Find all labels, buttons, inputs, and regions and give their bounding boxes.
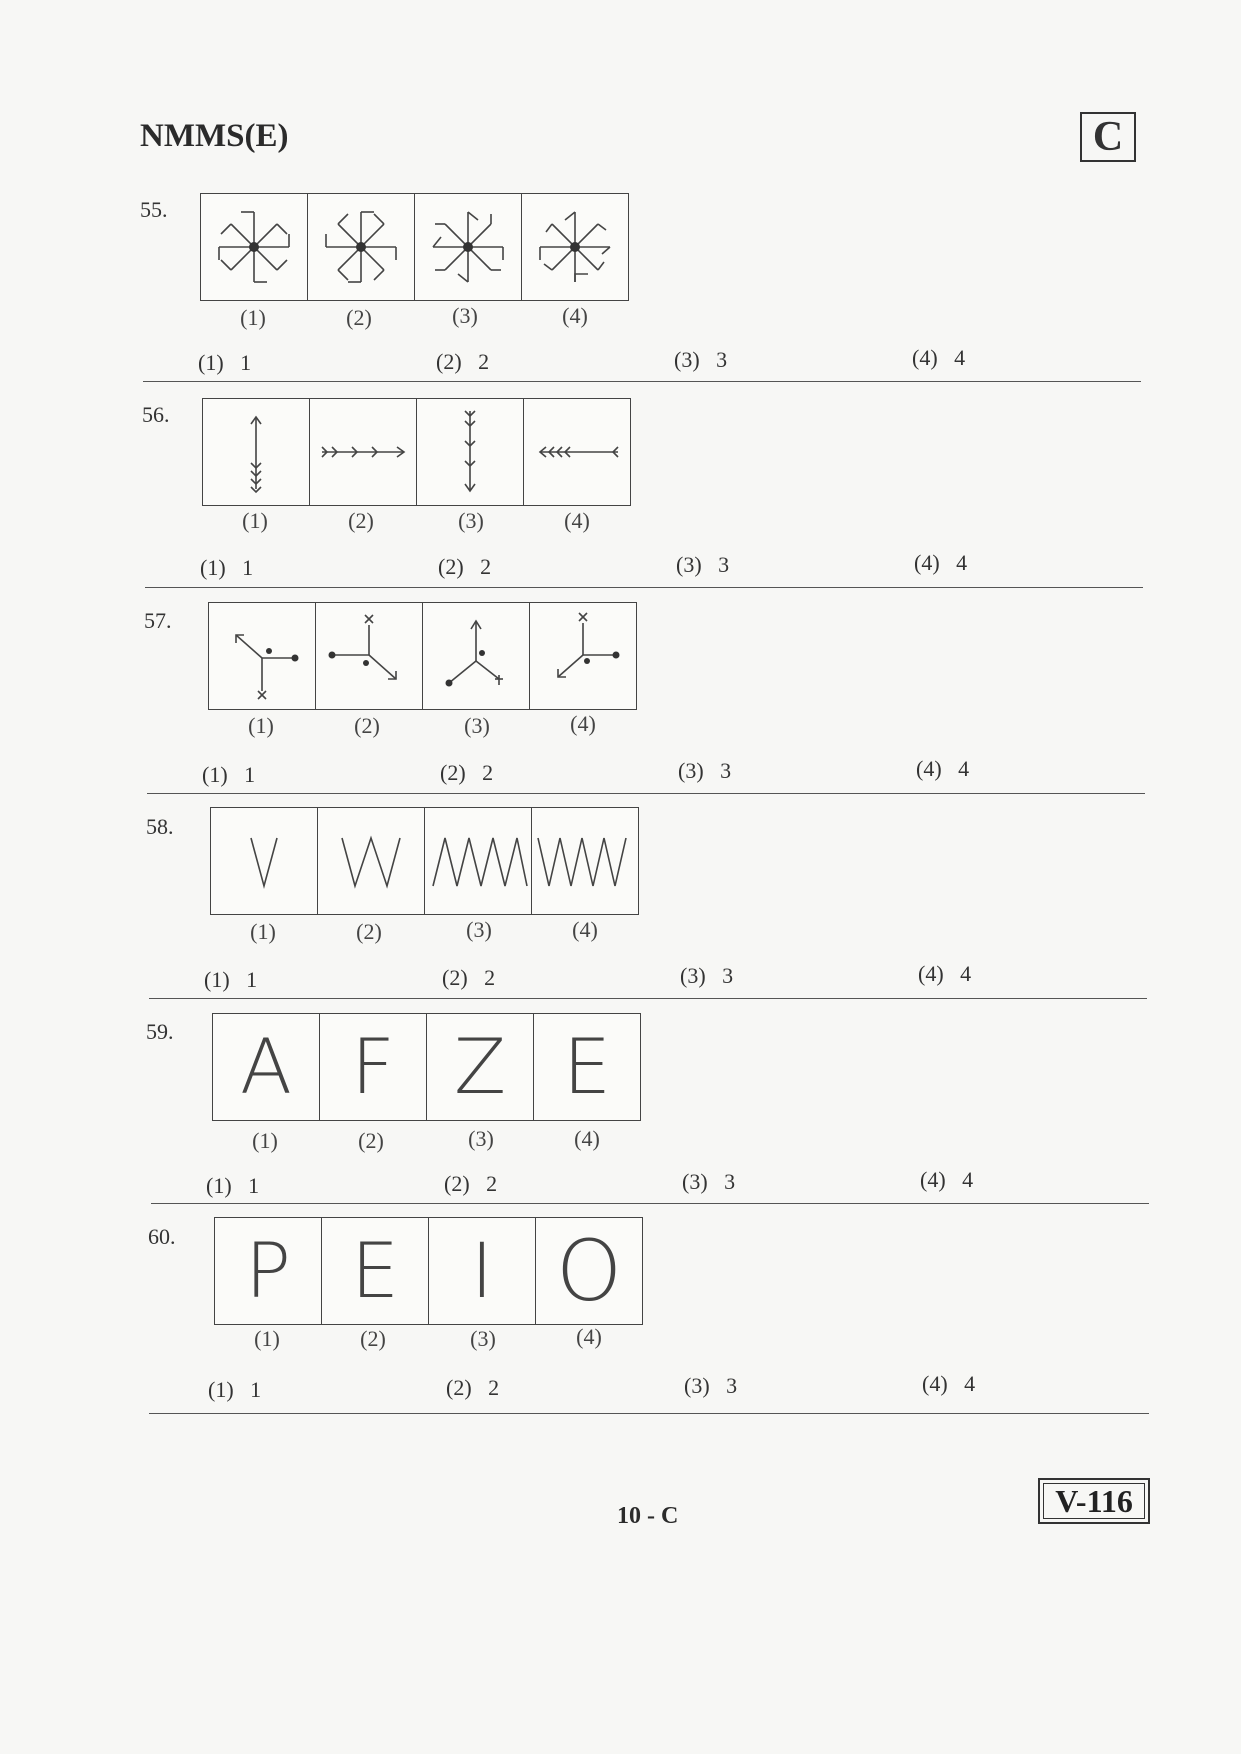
figure-label: (4) (572, 917, 598, 942)
page-number: 10 - C (617, 1503, 679, 1529)
letter-figure: I (470, 1226, 494, 1315)
figure-cell-4[interactable] (530, 603, 636, 709)
figure-label: (3) (464, 713, 490, 738)
zigzag-2-icon (318, 808, 424, 914)
figure-label: (3) (468, 1126, 494, 1151)
figure-cell-2[interactable] (322, 1218, 429, 1324)
figure-label: (3) (466, 917, 492, 942)
figure-label: (1) (254, 1326, 280, 1351)
option-4[interactable]: (4) 4 (920, 1167, 974, 1192)
option-1[interactable]: (1) 1 (200, 555, 254, 580)
separator (145, 587, 1143, 588)
letter-figure: P (245, 1226, 291, 1315)
swastika-star-3-icon (415, 194, 521, 300)
figure-cell-2[interactable] (310, 399, 417, 505)
figure-label: (1) (240, 305, 266, 330)
tri-symbol-1-icon (209, 603, 315, 709)
figure-row (210, 807, 639, 915)
option-3[interactable]: (3) 3 (674, 347, 728, 372)
option-3[interactable]: (3) 3 (680, 963, 734, 988)
figure-label: (1) (252, 1128, 278, 1153)
paper-code-badge (1038, 1478, 1150, 1524)
figure-label: (2) (354, 713, 380, 738)
figure-cell-4[interactable] (536, 1218, 642, 1324)
figure-label: (3) (452, 303, 478, 328)
option-1[interactable]: (1) 1 (208, 1377, 262, 1402)
figure-label: (4) (576, 1324, 602, 1349)
arrow-up-icon (203, 399, 309, 505)
arrow-left-icon (524, 399, 630, 505)
figure-label: (4) (564, 508, 590, 533)
option-1[interactable]: (1) 1 (202, 762, 256, 787)
figure-cell-4[interactable] (522, 194, 628, 300)
tri-symbol-2-icon (316, 603, 422, 709)
figure-row (214, 1217, 643, 1325)
figure-cell-2[interactable] (318, 808, 425, 914)
figure-cell-3[interactable] (429, 1218, 536, 1324)
figure-label: (3) (458, 508, 484, 533)
question-number: 55. (140, 197, 168, 222)
figure-cell-1[interactable] (215, 1218, 322, 1324)
figure-cell-1[interactable] (209, 603, 316, 709)
figure-cell-3[interactable] (423, 603, 530, 709)
arrow-down-icon (417, 399, 523, 505)
figure-row (212, 1013, 641, 1121)
zigzag-4-icon (532, 808, 638, 914)
separator (147, 793, 1145, 794)
tri-symbol-3-icon (423, 603, 529, 709)
page-title: NMMS(E) (140, 118, 289, 154)
figure-label: (1) (250, 919, 276, 944)
swastika-star-4-icon (522, 194, 628, 300)
option-2[interactable]: (2) 2 (444, 1171, 498, 1196)
figure-cell-1[interactable] (203, 399, 310, 505)
option-1[interactable]: (1) 1 (204, 967, 258, 992)
letter-figure: E (350, 1226, 400, 1315)
option-3[interactable]: (3) 3 (682, 1169, 736, 1194)
figure-cell-1[interactable] (213, 1014, 320, 1120)
separator (149, 998, 1147, 999)
badge-inner-border (1043, 1483, 1145, 1519)
figure-label: (1) (242, 508, 268, 533)
option-1[interactable]: (1) 1 (206, 1173, 260, 1198)
figure-cell-4[interactable] (532, 808, 638, 914)
figure-cell-2[interactable] (308, 194, 415, 300)
figure-cell-3[interactable] (427, 1014, 534, 1120)
figure-label: (4) (574, 1126, 600, 1151)
figure-label: (2) (360, 1326, 386, 1351)
option-4[interactable]: (4) 4 (922, 1371, 976, 1396)
option-1[interactable]: (1) 1 (198, 350, 252, 375)
option-3[interactable]: (3) 3 (676, 552, 730, 577)
figure-cell-4[interactable] (534, 1014, 640, 1120)
set-code-badge (1080, 112, 1136, 162)
tri-symbol-4-icon (530, 603, 636, 709)
question-number: 56. (142, 402, 170, 427)
separator (149, 1413, 1149, 1414)
option-4[interactable]: (4) 4 (912, 345, 966, 370)
figure-label: (2) (348, 508, 374, 533)
paper-code-label: V-116 (1055, 1483, 1133, 1519)
figure-row (200, 193, 629, 301)
set-code-label: C (1092, 114, 1124, 160)
option-3[interactable]: (3) 3 (684, 1373, 738, 1398)
figure-label: (1) (248, 713, 274, 738)
option-2[interactable]: (2) 2 (440, 760, 494, 785)
figure-label: (4) (562, 303, 588, 328)
option-4[interactable]: (4) 4 (916, 756, 970, 781)
zigzag-1-icon (211, 808, 317, 914)
option-2[interactable]: (2) 2 (446, 1375, 500, 1400)
arrow-right-icon (310, 399, 416, 505)
figure-cell-2[interactable] (316, 603, 423, 709)
figure-label: (2) (358, 1128, 384, 1153)
figure-row (202, 398, 631, 506)
option-2[interactable]: (2) 2 (438, 554, 492, 579)
separator (151, 1203, 1149, 1204)
figure-label: (2) (356, 919, 382, 944)
figure-cell-4[interactable] (524, 399, 630, 505)
figure-cell-3[interactable] (425, 808, 532, 914)
option-4[interactable]: (4) 4 (918, 961, 972, 986)
letter-figure: F (351, 1022, 395, 1111)
zigzag-3-icon (425, 808, 531, 914)
letter-figure: E (562, 1022, 612, 1111)
figure-cell-3[interactable] (415, 194, 522, 300)
figure-label: (3) (470, 1326, 496, 1351)
swastika-star-1-icon (201, 194, 307, 300)
question-number: 57. (144, 608, 172, 633)
swastika-star-2-icon (308, 194, 414, 300)
question-number: 60. (148, 1224, 176, 1249)
question-number: 59. (146, 1019, 174, 1044)
option-3[interactable]: (3) 3 (678, 758, 732, 783)
figure-cell-1[interactable] (201, 194, 308, 300)
figure-label: (4) (570, 711, 596, 736)
figure-cell-3[interactable] (417, 399, 524, 505)
figure-cell-2[interactable] (320, 1014, 427, 1120)
separator (143, 381, 1141, 382)
option-2[interactable]: (2) 2 (436, 349, 490, 374)
option-4[interactable]: (4) 4 (914, 550, 968, 575)
figure-row (208, 602, 637, 710)
option-2[interactable]: (2) 2 (442, 965, 496, 990)
question-number: 58. (146, 814, 174, 839)
letter-figure: Z (453, 1022, 507, 1111)
figure-cell-1[interactable] (211, 808, 318, 914)
letter-figure: A (240, 1022, 292, 1111)
letter-figure: O (555, 1222, 623, 1320)
figure-label: (2) (346, 305, 372, 330)
